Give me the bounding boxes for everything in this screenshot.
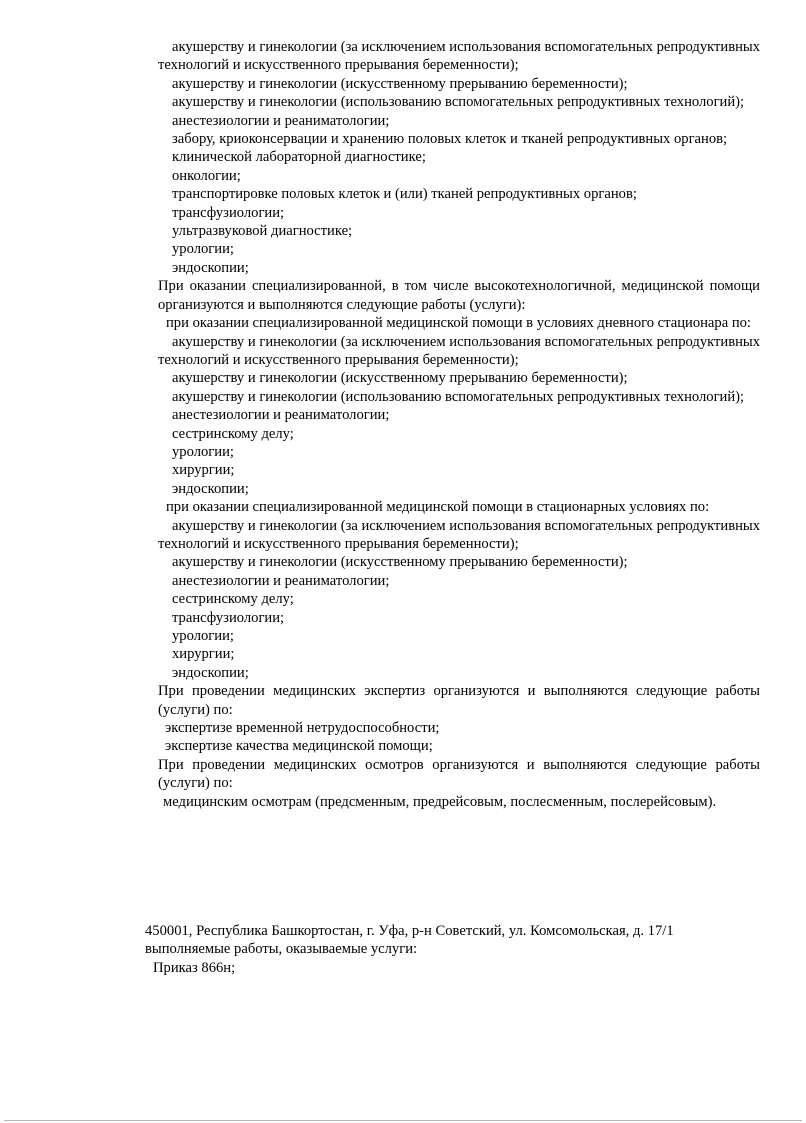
list-item: При проведении медицинских экспертиз организуются и выполняются следующие работы (услуги) по: <box>158 683 760 718</box>
list-item: трансфузиологии; <box>172 609 285 626</box>
list-item: эндоскопии; <box>172 480 249 497</box>
list-item: анестезиологии и реаниматологии; <box>172 572 390 589</box>
list-item: трансфузиологии; <box>172 204 285 221</box>
list-item: акушерству и гинекологии (искусственному прерыванию беременности); <box>172 370 628 387</box>
list-item: При проведении медицинских осмотров организуются и выполняются следующие работы (услуги) по: <box>158 756 760 792</box>
list-item: При оказании специализированной, в том числе высокотехнологичной, медицинской помощи организуются и выполняются следующие работы (услуги): <box>158 278 760 313</box>
order-item: Приказ 866н; <box>153 959 236 976</box>
list-item: забору, криоконсервации и хранению половых клеток и тканей репродуктивных органов; <box>172 131 728 148</box>
address-subtitle: выполняемые работы, оказываемые услуги: <box>145 941 418 958</box>
list-item: урологии; <box>172 241 234 258</box>
address-line: 450001, Республика Башкортостан, г. Уфа, р-н Советский, ул. Комсомольская, д. 17/1 <box>145 923 674 939</box>
list-item: акушерству и гинекологии (за исключением использования вспомогательных репродуктивных технологий и искусственного прерывания беременности); <box>158 517 760 552</box>
list-item: акушерству и гинекологии (искусственному прерыванию беременности); <box>172 554 628 571</box>
list-item: при оказании специализированной медицинской помощи в условиях дневного стационара по: <box>166 315 751 332</box>
list-item: эндоскопии; <box>172 664 249 681</box>
list-item: акушерству и гинекологии (за исключением использования вспомогательных репродуктивных технологий и искусственного прерывания беременности); <box>158 39 760 74</box>
list-item: акушерству и гинекологии (за исключением использования вспомогательных репродуктивных технологий и искусственного прерывания беременности); <box>158 333 760 368</box>
services-list <box>158 38 760 811</box>
list-item: хирургии; <box>172 646 235 663</box>
list-item: сестринскому делу; <box>172 425 294 442</box>
list-item: анестезиологии и реаниматологии; <box>172 407 390 424</box>
list-item: медицинским осмотрам (предсменным, предрейсовым, послесменным, послерейсовым). <box>163 793 717 810</box>
list-item: эндоскопии; <box>172 259 249 276</box>
list-item: онкологии; <box>172 167 241 184</box>
page-bottom-divider <box>4 1120 802 1121</box>
list-item: при оказании специализированной медицинской помощи в стационарных условиях по: <box>166 499 710 516</box>
list-item: клинической лабораторной диагностике; <box>172 149 426 166</box>
list-item: экспертизе временной нетрудоспособности; <box>165 720 440 737</box>
list-item: транспортировке половых клеток и (или) тканей репродуктивных органов; <box>172 186 637 203</box>
list-item: акушерству и гинекологии (использованию вспомогательных репродуктивных технологий); <box>172 94 745 111</box>
list-item: акушерству и гинекологии (использованию вспомогательных репродуктивных технологий); <box>172 388 745 405</box>
list-item: урологии; <box>172 628 234 644</box>
list-item: экспертизе качества медицинской помощи; <box>165 738 433 755</box>
list-item: урологии; <box>172 443 234 460</box>
list-item: анестезиологии и реаниматологии; <box>172 112 390 129</box>
address-section <box>145 922 785 977</box>
list-item: хирургии; <box>172 462 235 479</box>
list-item: акушерству и гинекологии (искусственному прерыванию беременности); <box>172 75 628 92</box>
list-item: сестринскому делу; <box>172 591 294 608</box>
list-item: ультразвуковой диагностике; <box>172 223 353 240</box>
